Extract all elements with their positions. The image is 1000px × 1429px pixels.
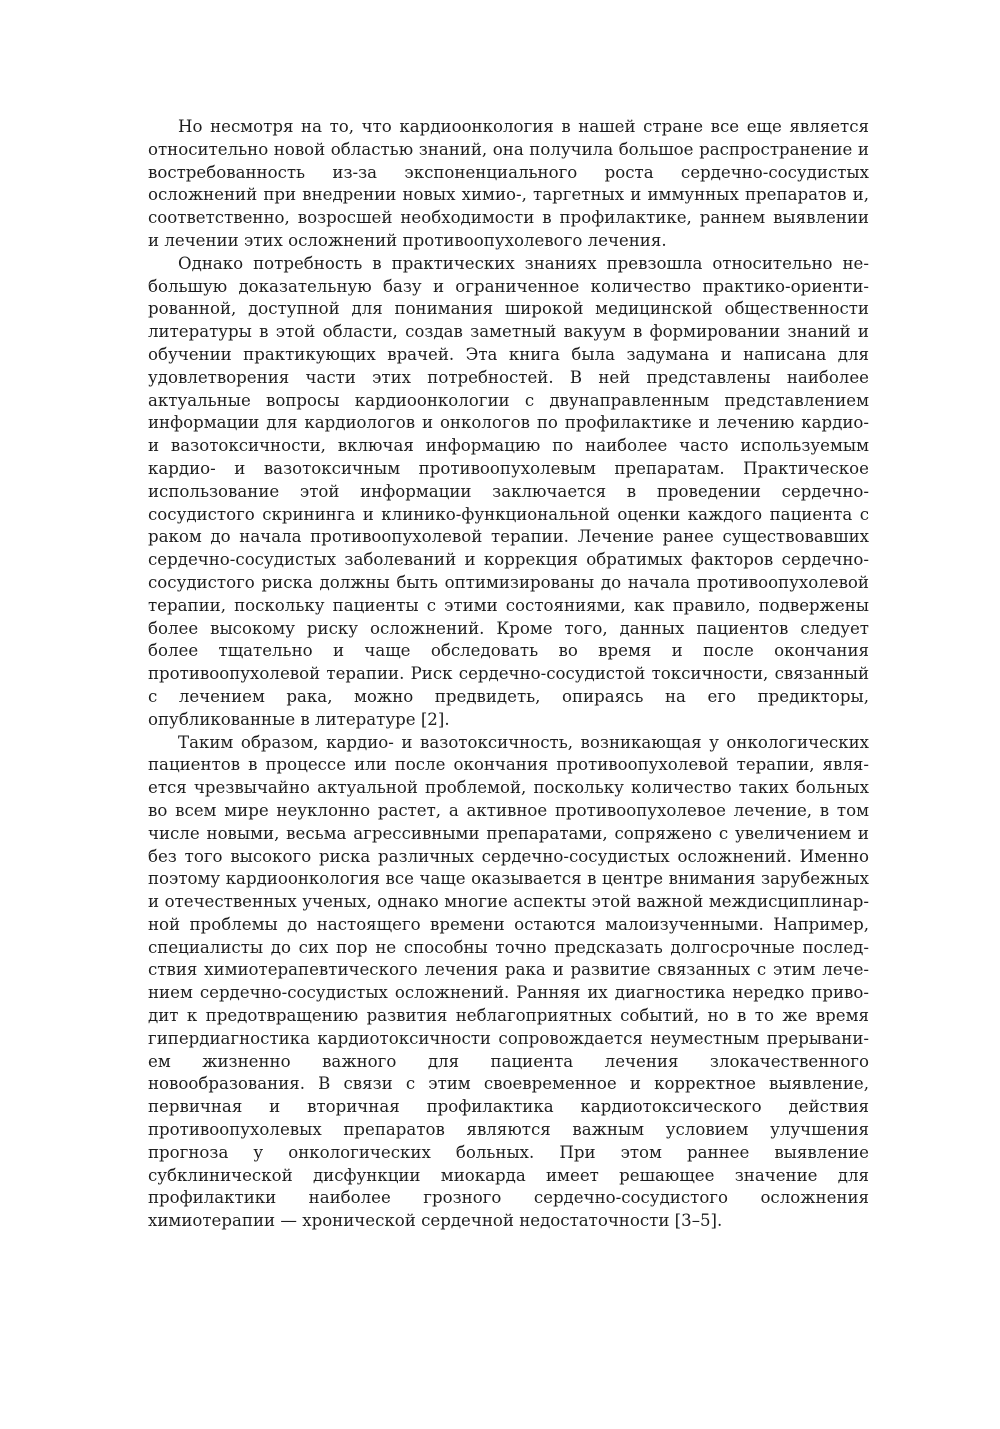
paragraph-3: Таким образом, кардио- и вазотоксичность, возникающая у онкологических пациентов в процессе или после окончания противоопухолевой терапии, является чрезвычайно актуальной проблемой, поскольку количество таких больных во всем мире неуклонно растет, а активное противоопухолевое лечение, в том числе новыми, весьма агрессивными препаратами, сопряжено с увеличением и без того высокого риска различных сердечно-сосудистых осложнений. Именно поэтому кардиоонкология все чаще оказывается в центре внимания зарубежных и отечественных ученых, однако многие аспекты этой важной междисциплинарной проблемы до настоящего времени остаются малоизученными. Например, специалисты до сих пор не способны точно предсказать долгосрочные последствия химиотерапевтического лечения рака и развитие связанных с этим лечением сердечно-сосудистых осложнений. Ранняя их диагностика нередко приводит к предотвращению развития неблагоприятных событий, но в то же время гипердиагностика кардиотоксичности сопровождается неуместным прерыванием жизненно важного для пациента лечения злокачественного новообразования. В связи с этим своевременное и корректное выявление, первичная и вторичная профилактика кардиотоксического действия противоопухолевых препаратов являются важным условием улучшения прогноза у онкологических больных. При этом раннее выявление субклинической дисфункции миокарда имеет решающее значение для профилактики наиболее грозного сердечно-сосудистого осложнения химиотерапии — хронической сердечной недостаточности [3–5].: [148, 732, 869, 1231]
body-text: [148, 116, 869, 1233]
paragraph-2: Однако потребность в практических знаниях превзошла относительно небольшую доказательную базу и ограниченное количество практико-ориентированной, доступной для понимания широкой медицинской общественности литературы в этой области, создав заметный вакуум в формировании знаний и обучении практикующих врачей. Эта книга была задумана и написана для удовлетворения части этих потребностей. В ней представлены наиболее актуальные вопросы кардиоонкологии с двунаправленным представлением информации для кардиологов и онкологов по профилактике и лечению кардио- и вазотоксичности, включая информацию по наиболее часто используемым кардио- и вазотоксичным противоопухолевым препаратам. Практическое использование этой информации заключается в проведении сердечно-сосудистого скрининга и клинико-функциональной оценки каждого пациента с раком до начала противоопухолевой терапии. Лечение ранее существовавших сердечно-сосудистых заболеваний и коррекция обратимых факторов сердечно-сосудистого риска должны быть оптимизированы до начала противоопухолевой терапии, поскольку пациенты с этими состояниями, как правило, подвержены более высокому риску осложнений. Кроме того, данных пациентов следует более тщательно и чаще обследовать во время и после окончания противоопухолевой терапии. Риск сердечно-сосудистой токсичности, связанный с лечением рака, можно предвидеть, опираясь на его предикторы, опубликованные в литературе [2].: [148, 253, 869, 729]
paragraph-1: Но несмотря на то, что кардиоонкология в нашей стране все еще является относительно новой областью знаний, она получила большое распространение и востребованность из-за экспоненциального роста сердечно-сосудистых осложнений при внедрении новых химио-, таргетных и иммунных препаратов и, соответственно, возросшей необходимости в профилактике, раннем выявлении и лечении этих осложнений противоопухолевого лечения.: [148, 117, 869, 250]
